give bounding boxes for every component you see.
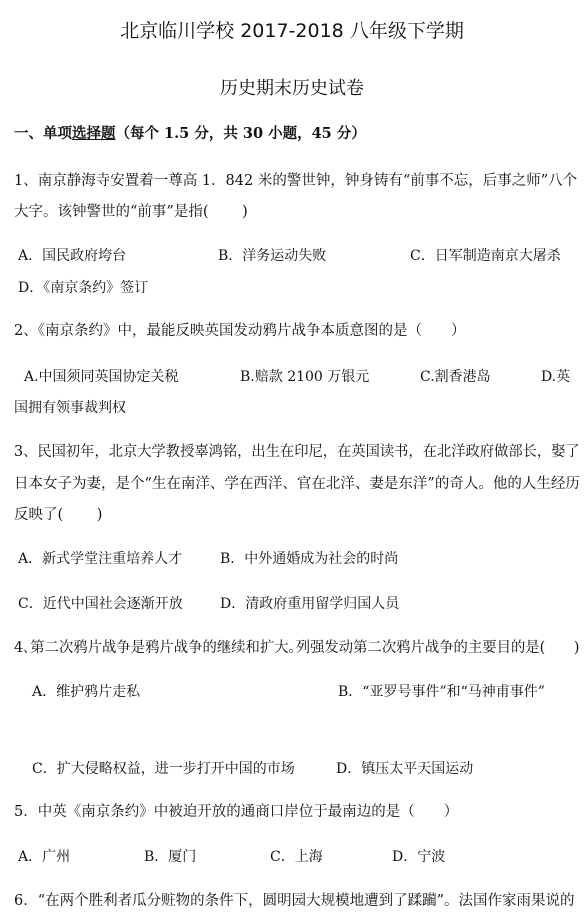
q5-option-c: C．上海 [270,849,323,865]
question-3-line-1: 3、民国初年，北京大学教授辜鸿铭，出生在印尼，在英国读书，在北洋政府做部长，娶了 [14,444,580,460]
section-prefix: 一、单项 [14,125,72,142]
section-underlined: 选择题 [72,125,116,142]
q3-option-c: C．近代中国社会逐渐开放 [18,596,183,612]
q2-option-d: D.英 [541,369,571,385]
section-heading [14,124,366,144]
question-4-line-1: 4､第二次鸦片战争是鸦片战争的继续和扩大｡列强发动第二次鸦片战争的主要目的是( ) [14,640,580,656]
q1-option-c: C．日军制造南京大屠杀 [410,248,561,264]
exam-title: 北京临川学校 2017-2018 八年级下学期 [120,20,464,42]
q5-option-b: B．厦门 [144,849,197,865]
q2-option-c: C.割香港岛 [420,369,491,385]
section-suffix: （每个 1.5 分，共 30 小题，45 分） [115,125,366,142]
q1-option-d: D．《南京条约》签订 [18,280,149,296]
exam-subtitle: 历史期末历史试卷 [220,78,364,99]
question-2-line-1: 2、《南京条约》中，最能反映英国发动鸦片战争本质意图的是（ ） [14,323,466,339]
q3-option-b: B．中外通婚成为社会的时尚 [220,551,399,567]
q3-option-d: D．清政府重用留学归国人员 [220,596,400,612]
q2-option-a: A.中国须同英国协定关税 [24,369,179,385]
q3-option-a: A．新式学堂注重培养人才 [18,551,183,567]
question-6-line-1: 6．“在两个胜利者瓜分赃物的条件下，圆明园大规模地遭到了蹂躏”。法国作家雨果说的 [14,893,575,909]
q5-option-a: A．广州 [18,849,71,865]
question-5-line-1: 5．中英《南京条约》中被迫开放的通商口岸位于最南边的是（ ） [14,804,459,820]
q5-option-d: D．宁波 [392,849,446,865]
q4-option-d: D．镇压太平天国运动 [336,761,474,777]
q1-option-b: B．洋务运动失败 [218,248,327,264]
q2-option-b: B.赔款 2100 万银元 [240,369,370,385]
q4-option-b: B．“亚罗号事件”和“马神甫事件” [338,684,545,700]
q1-option-a: A．国民政府垮台 [18,248,127,264]
question-1-line-1: 1、南京静海寺安置着一尊高 1．842 米的警世钟，钟身铸有“前事不忘，后事之师”八个 [14,173,578,189]
question-3-line-3: 反映了( ) [14,507,103,523]
question-3-line-2: 日本女子为妻，是个“生在南洋、学在西洋、官在北洋、妻是东洋”的奇人。他的人生经历 [14,476,580,492]
q4-option-a: A．维护鸦片走私 [32,684,141,700]
q4-option-c: C．扩大侵略权益，进一步打开中国的市场 [32,761,295,777]
q2-option-d-cont: 国拥有领事裁判权 [14,400,126,416]
question-1-line-2: 大字。该钟警世的“前事”是指( ) [14,204,248,220]
